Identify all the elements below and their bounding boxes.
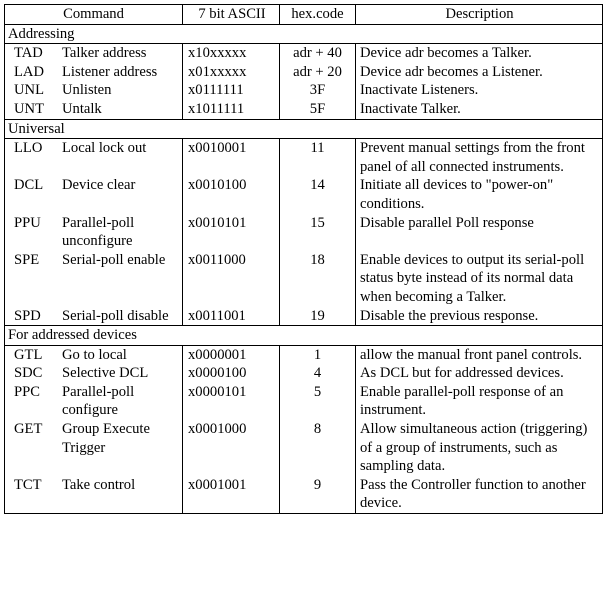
command-name: Selective DCL <box>62 365 149 382</box>
command-abbr: LAD <box>14 63 44 80</box>
description: Disable parallel Poll response <box>360 214 534 231</box>
ascii-code: x1011111 <box>183 100 280 119</box>
description: Enable parallel-poll response of an instrument. <box>360 383 564 419</box>
hex-code: 15 <box>280 214 356 251</box>
ascii-code: x01xxxxx <box>183 63 280 82</box>
table-row <box>5 251 602 307</box>
table-row <box>5 100 602 119</box>
hex-code: 8 <box>280 420 356 476</box>
command-name: Listener address <box>62 63 158 80</box>
command-name: Unlisten <box>62 82 112 99</box>
hex-code: 14 <box>280 176 356 213</box>
description: As DCL but for addressed devices. <box>360 365 564 382</box>
command-name: Serial-poll enable <box>62 251 166 268</box>
command-name: Talker address <box>62 45 147 62</box>
ascii-code: x0010100 <box>183 176 280 213</box>
command-abbr: LLO <box>14 140 43 157</box>
hex-code: 5 <box>280 383 356 420</box>
hex-code: 9 <box>280 476 356 513</box>
section-universal: Universal <box>5 119 602 139</box>
command-name: Untalk <box>62 100 102 117</box>
description: Device adr becomes a Talker. <box>360 45 532 62</box>
table-row <box>5 383 602 420</box>
command-name: Parallel-poll configure <box>62 383 135 419</box>
description: Pass the Controller function to another device. <box>360 476 586 512</box>
command-name: Take control <box>62 476 136 493</box>
table-row <box>5 176 602 213</box>
command-abbr: PPU <box>14 214 41 231</box>
command-abbr: UNL <box>14 82 44 99</box>
table-row <box>5 364 602 383</box>
command-abbr: SPE <box>14 251 40 268</box>
hex-code: 19 <box>280 307 356 326</box>
command-name: Parallel-poll unconfigure <box>62 214 135 250</box>
description: Inactivate Talker. <box>360 100 461 117</box>
gpib-command-table <box>4 4 603 514</box>
command-abbr: SPD <box>14 307 41 324</box>
ascii-code: x0010101 <box>183 214 280 251</box>
ascii-code: x0000001 <box>183 346 280 365</box>
ascii-code: x0011000 <box>183 251 280 307</box>
table-row <box>5 307 602 326</box>
table-row <box>5 420 602 476</box>
section-addressed-devices: For addressed devices <box>5 325 602 345</box>
command-abbr: UNT <box>14 100 44 117</box>
table-row <box>5 476 602 513</box>
header-description: Description <box>445 6 514 22</box>
hex-code: 4 <box>280 364 356 383</box>
description: allow the manual front panel controls. <box>360 346 583 363</box>
table-row <box>5 43 602 63</box>
command-abbr: SDC <box>14 365 43 382</box>
description: Inactivate Listeners. <box>360 82 479 99</box>
description: Prevent manual settings from the front panel of all connected instruments. <box>360 140 585 175</box>
header-ascii: 7 bit ASCII <box>183 5 280 24</box>
command-name: Serial-poll disable <box>62 307 169 324</box>
command-name: Local lock out <box>62 140 147 157</box>
hex-code: 3F <box>280 81 356 100</box>
command-abbr: TCT <box>14 476 42 493</box>
table-row <box>5 345 602 365</box>
command-abbr: GET <box>14 421 43 438</box>
ascii-code: x0000100 <box>183 364 280 383</box>
hex-code: adr + 20 <box>280 63 356 82</box>
description: Disable the previous response. <box>360 307 539 324</box>
command-abbr: TAD <box>14 45 43 62</box>
hex-code: 11 <box>280 139 356 176</box>
table-row <box>5 138 602 176</box>
hex-code: adr + 40 <box>280 44 356 63</box>
table-row <box>5 214 602 251</box>
command-name: Device clear <box>62 177 136 194</box>
command-name: Group Execute Trigger <box>62 421 150 456</box>
table-row <box>5 81 602 100</box>
description: Device adr becomes a Listener. <box>360 63 543 80</box>
command-name: Go to local <box>62 346 127 363</box>
ascii-code: x0001001 <box>183 476 280 513</box>
description: Enable devices to output its serial-poll status byte instead of its normal data when becoming a Talker. <box>360 251 585 305</box>
header-command: Command <box>5 5 183 24</box>
hex-code: 5F <box>280 100 356 119</box>
table-row <box>5 63 602 82</box>
ascii-code: x0010001 <box>183 139 280 176</box>
ascii-code: x0001000 <box>183 420 280 476</box>
header-row <box>5 5 602 24</box>
command-abbr: DCL <box>14 177 44 194</box>
command-abbr: PPC <box>14 383 40 400</box>
ascii-code: x10xxxxx <box>183 44 280 63</box>
section-addressing: Addressing <box>5 24 602 44</box>
hex-code: 18 <box>280 251 356 307</box>
header-hex: hex.code <box>280 5 356 24</box>
ascii-code: x0111111 <box>183 81 280 100</box>
ascii-code: x0011001 <box>183 307 280 326</box>
description: Allow simultaneous action (triggering) of a group of instruments, such as sampling data. <box>360 421 588 475</box>
ascii-code: x0000101 <box>183 383 280 420</box>
hex-code: 1 <box>280 346 356 365</box>
command-abbr: GTL <box>14 346 43 363</box>
description: Initiate all devices to "power-on" conditions. <box>360 177 554 212</box>
